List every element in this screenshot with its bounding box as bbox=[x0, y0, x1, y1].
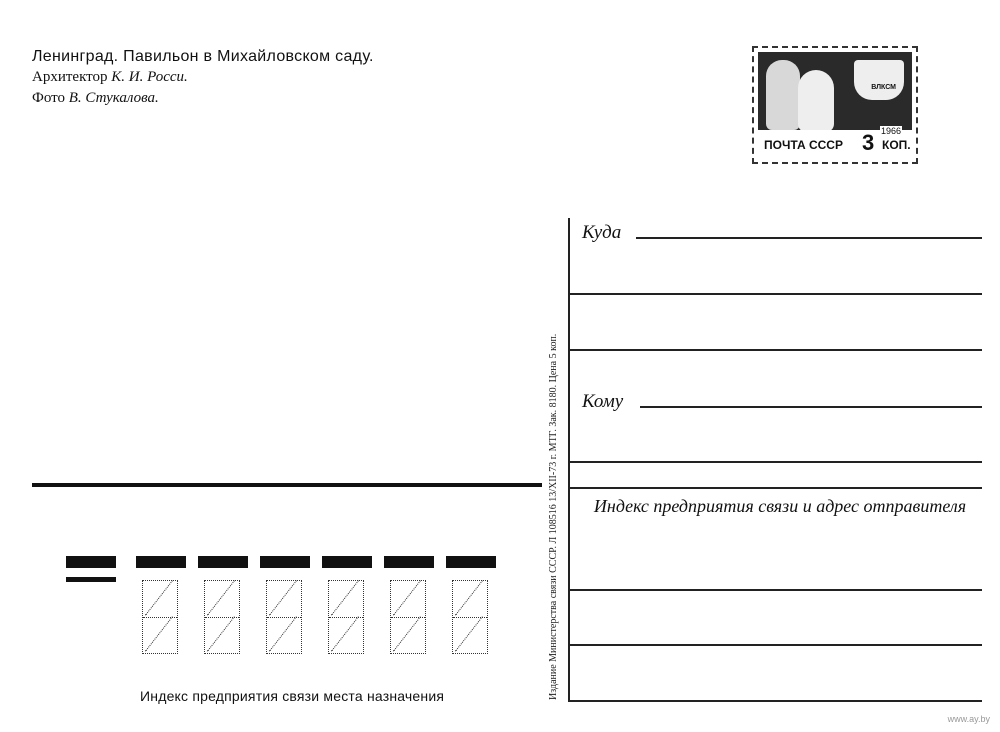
stamp-year: 1966 bbox=[881, 126, 902, 136]
postcode-digit-box[interactable] bbox=[452, 580, 488, 654]
postcode-guide-bar bbox=[322, 556, 372, 568]
postcard-caption bbox=[32, 46, 374, 109]
publisher-imprint: Издание Министерства связи СССР. Л 108516 13/XII-73 г. МТГ. Зак. 8180. Цена 5 коп. bbox=[548, 333, 559, 700]
stamp-label: ПОЧТА СССР bbox=[764, 138, 843, 152]
postcode-guide-bar bbox=[446, 556, 496, 568]
to-whom-label: Кому bbox=[582, 391, 624, 412]
photo-prefix: Фото bbox=[32, 90, 69, 106]
postcode-guide-bar bbox=[198, 556, 248, 568]
postcode-guide-bar bbox=[260, 556, 310, 568]
address-line-3[interactable] bbox=[570, 349, 982, 351]
card-divider bbox=[32, 483, 542, 487]
stamp-value: 3 bbox=[862, 130, 875, 155]
sender-section-line bbox=[570, 487, 982, 489]
sender-line-3[interactable] bbox=[570, 700, 982, 702]
recipient-line-2[interactable] bbox=[570, 461, 982, 463]
watermark: www.ay.by bbox=[947, 714, 990, 724]
recipient-line-1[interactable] bbox=[640, 406, 982, 408]
to-where-label: Куда bbox=[582, 222, 622, 243]
sender-line-1[interactable] bbox=[570, 589, 982, 591]
postcode-digit-box[interactable] bbox=[142, 580, 178, 654]
postcode-digit-box[interactable] bbox=[204, 580, 240, 654]
architect-prefix: Архитектор bbox=[32, 69, 112, 85]
postcode-caption: Индекс предприятия связи места назначения bbox=[140, 688, 445, 704]
address-line-2[interactable] bbox=[570, 293, 982, 295]
postcode-digit-box[interactable] bbox=[328, 580, 364, 654]
caption-title: Ленинград. Павильон в Михайловском саду. bbox=[32, 48, 374, 65]
stamp-portrait-icon bbox=[766, 60, 800, 130]
postcode-guide-bar bbox=[136, 556, 186, 568]
photographer-name: В. Стукалова. bbox=[68, 90, 159, 106]
stamp-badge-text: ВЛКСМ bbox=[871, 84, 896, 91]
architect-name: К. И. Росси. bbox=[111, 69, 188, 85]
caption-photo bbox=[32, 88, 374, 109]
postage-stamp bbox=[752, 46, 918, 164]
postcode-guide-bar bbox=[384, 556, 434, 568]
address-divider-vertical bbox=[568, 218, 570, 702]
stamp-image bbox=[758, 52, 912, 158]
stamp-badge-icon bbox=[854, 60, 904, 100]
caption-architect bbox=[32, 67, 374, 88]
postcode-digit-box[interactable] bbox=[266, 580, 302, 654]
stamp-portrait-icon bbox=[798, 70, 834, 132]
postcode-digit-box[interactable] bbox=[390, 580, 426, 654]
postcode-sample-bar bbox=[66, 556, 116, 568]
sender-note: Индекс предприятия связи и адрес отправителя bbox=[593, 496, 967, 516]
stamp-unit: КОП. bbox=[882, 138, 911, 152]
address-line-1[interactable] bbox=[636, 237, 982, 239]
postcode-sample-bar bbox=[66, 577, 116, 582]
sender-line-2[interactable] bbox=[570, 644, 982, 646]
